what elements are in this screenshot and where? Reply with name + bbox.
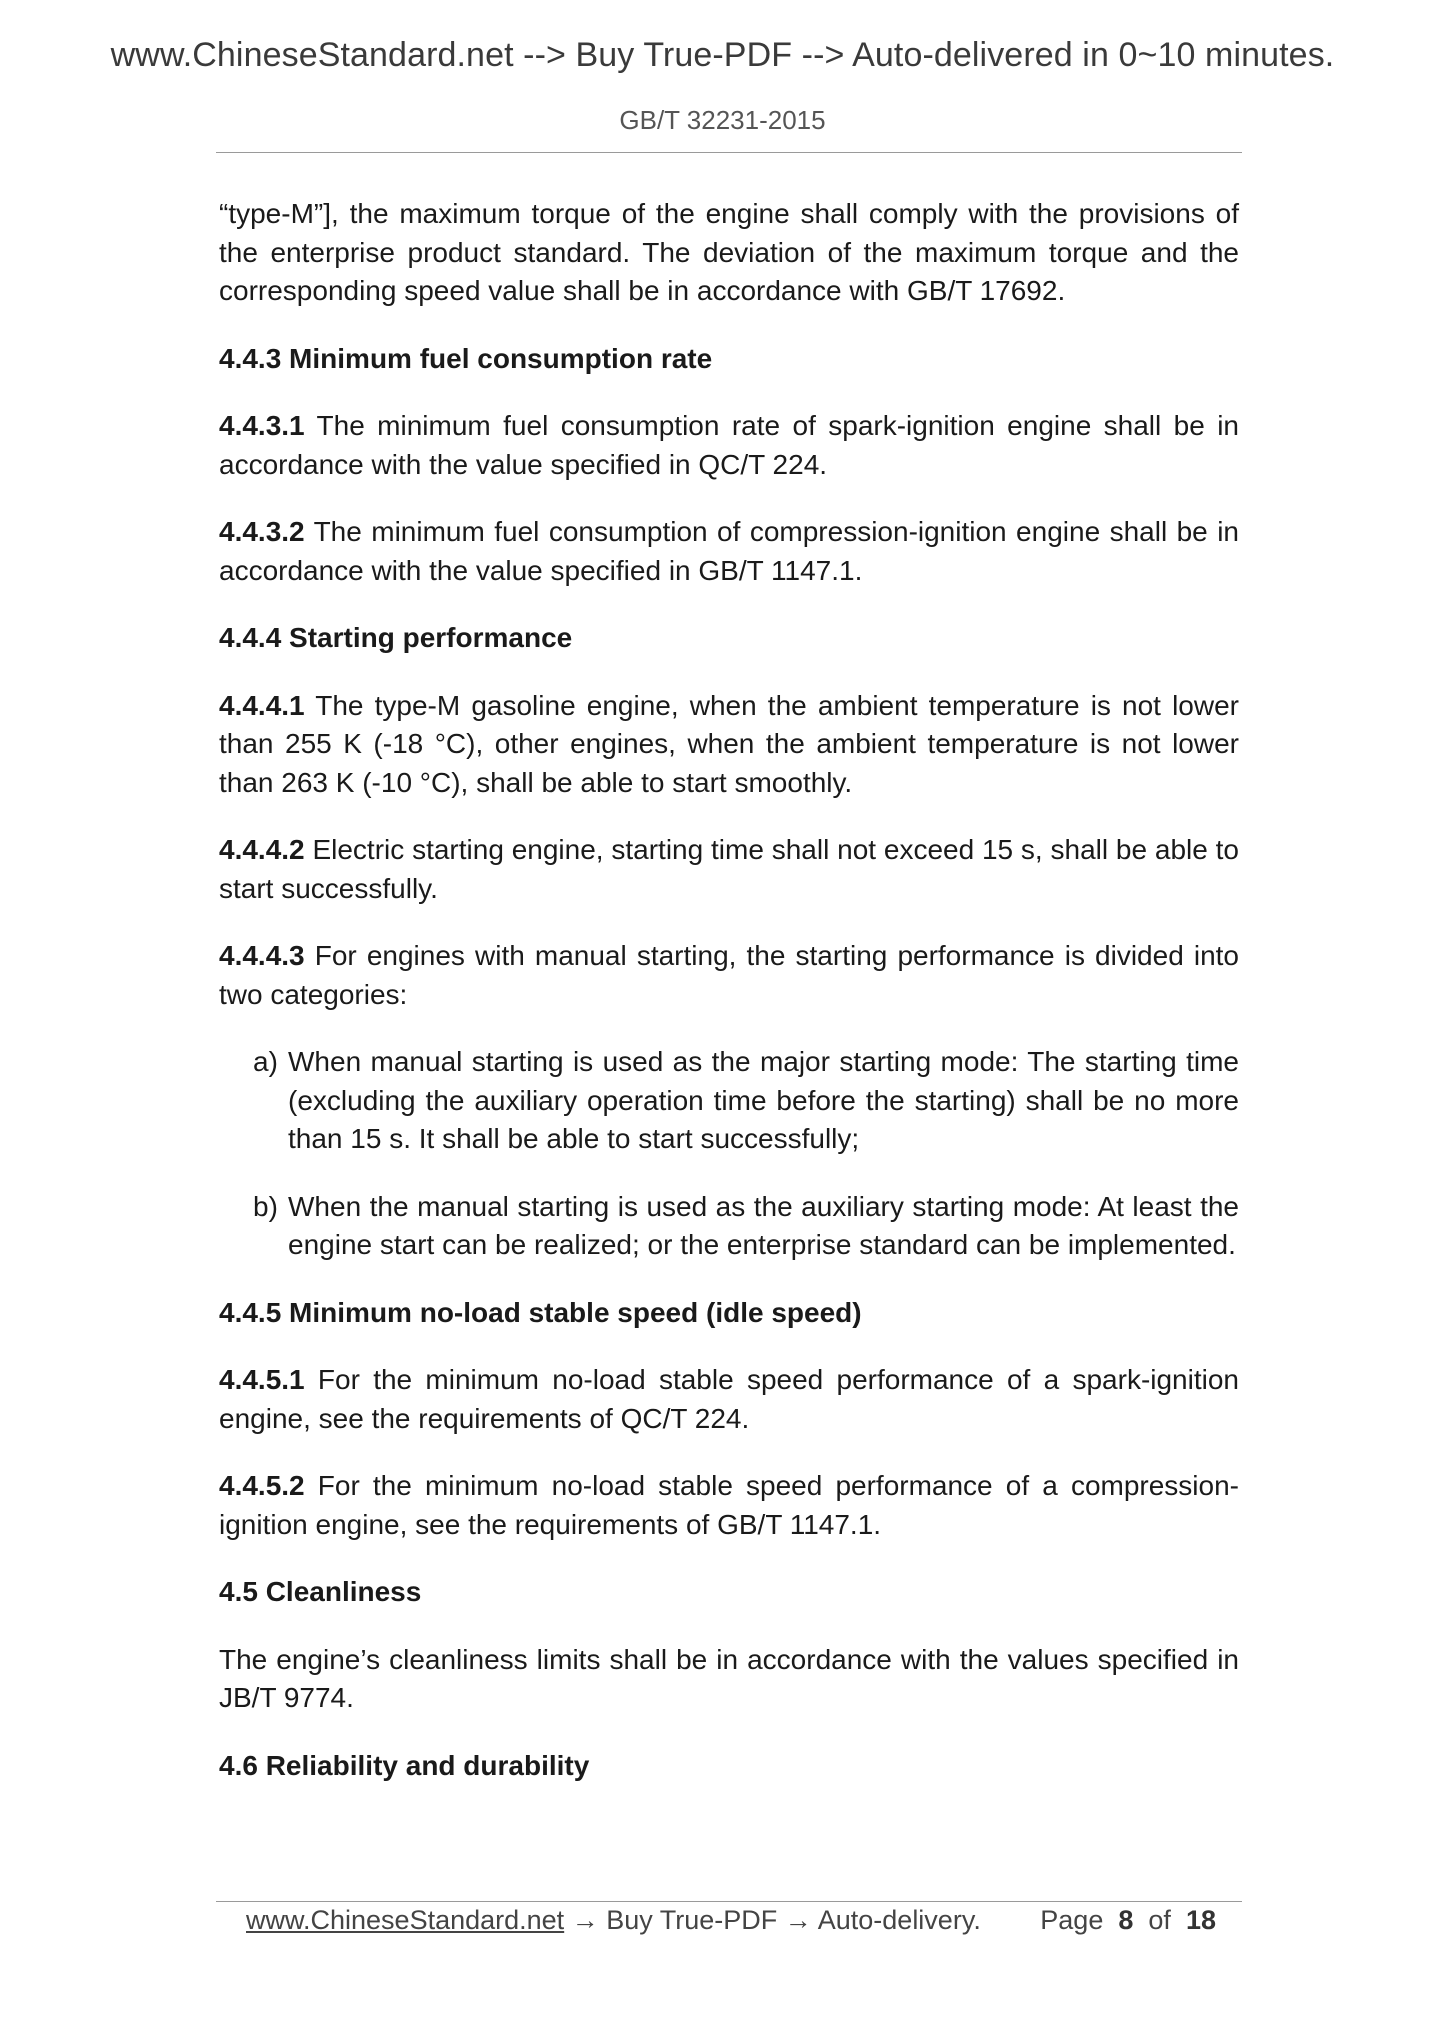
- footer-link[interactable]: www.ChineseStandard.net: [246, 1905, 565, 1935]
- heading-4-5: 4.5 Cleanliness: [219, 1576, 422, 1607]
- list-marker: b): [253, 1190, 278, 1222]
- clause-number: 4.4.3.2: [219, 516, 305, 547]
- heading-4-4-3: 4.4.3 Minimum fuel consumption rate: [219, 342, 713, 374]
- clause-4-4-4-1: 4.4.4.1 The type-M gasoline engine, when the ambient temperature is not lower than 255 K (-18 °C), other engines, when the ambient temperature is not lower than 263 K (-10 °C), shall be able to start smoothly.: [219, 689, 1239, 798]
- paragraph-4-5: The engine’s cleanliness limits shall be in accordance with the values specified in JB/T 9774.: [219, 1643, 1239, 1713]
- header-banner: www.ChineseStandard.net --> Buy True-PDF --> Auto-delivered in 0~10 minutes.: [110, 36, 1335, 74]
- clause-4-4-4-3: 4.4.4.3 For engines with manual starting, the starting performance is divided into two categories:: [219, 940, 1239, 1010]
- list-marker: a): [253, 1046, 278, 1077]
- clause-number: 4.4.4.3: [219, 940, 305, 971]
- clause-number: 4.4.4.2: [219, 834, 305, 865]
- paragraph-intro: “type-M”], the maximum torque of the engine shall comply with the provisions of the enterprise product standard. The deviation of the maximum torque and the corresponding speed value shall be in accordance with GB/T 17692.: [219, 198, 1239, 306]
- page-total: 18: [1185, 1905, 1216, 1935]
- page-number: 8: [1118, 1905, 1134, 1935]
- list-item-a: a) When manual starting is used as the major starting mode: The starting time (excluding the auxiliary operation time before the starting) shall be no more than 15 s. It shall be able to start successfully;: [219, 1043, 1239, 1159]
- page-content: [219, 195, 1239, 1785]
- clause-4-4-3-2: 4.4.3.2 The minimum fuel consumption of compression-ignition engine shall be in accordance with the value specified in GB/T 1147.1.: [219, 516, 1239, 586]
- footer-promo: [246, 1905, 981, 1936]
- header-divider: [216, 152, 1242, 153]
- clause-number: 4.4.5.1: [219, 1364, 305, 1395]
- page-indicator: Page 8 of 18: [1040, 1905, 1216, 1935]
- document-id: GB/T 32231-2015: [619, 105, 826, 135]
- footer: [246, 1905, 1216, 1945]
- clause-number: 4.4.4.1: [219, 689, 305, 721]
- clause-4-4-5-1: 4.4.5.1 For the minimum no-load stable speed performance of a spark-ignition engine, see the requirements of QC/T 224.: [219, 1364, 1239, 1434]
- heading-4-4-5: 4.4.5 Minimum no-load stable speed (idle speed): [219, 1296, 862, 1328]
- clause-4-4-4-2: 4.4.4.2 Electric starting engine, starting time shall not exceed 15 s, shall be able to start successfully.: [219, 834, 1239, 904]
- heading-4-6: 4.6 Reliability and durability: [219, 1749, 590, 1781]
- footer-divider: [216, 1901, 1242, 1902]
- list-item-b: b) When the manual starting is used as the auxiliary starting mode: At least the engine start can be realized; or the enterprise standard can be implemented.: [219, 1188, 1239, 1265]
- clause-number: 4.4.5.2: [219, 1470, 305, 1501]
- footer-promo-text: → Buy True-PDF → Auto-delivery.: [564, 1905, 981, 1935]
- clause-number: 4.4.3.1: [219, 410, 305, 441]
- clause-4-4-3-1: 4.4.3.1 The minimum fuel consumption rate of spark-ignition engine shall be in accordance with the value specified in QC/T 224.: [219, 410, 1239, 480]
- heading-4-4-4: 4.4.4 Starting performance: [219, 622, 573, 653]
- clause-4-4-5-2: 4.4.5.2 For the minimum no-load stable speed performance of a compression-ignition engine, see the requirements of GB/T 1147.1.: [219, 1470, 1239, 1540]
